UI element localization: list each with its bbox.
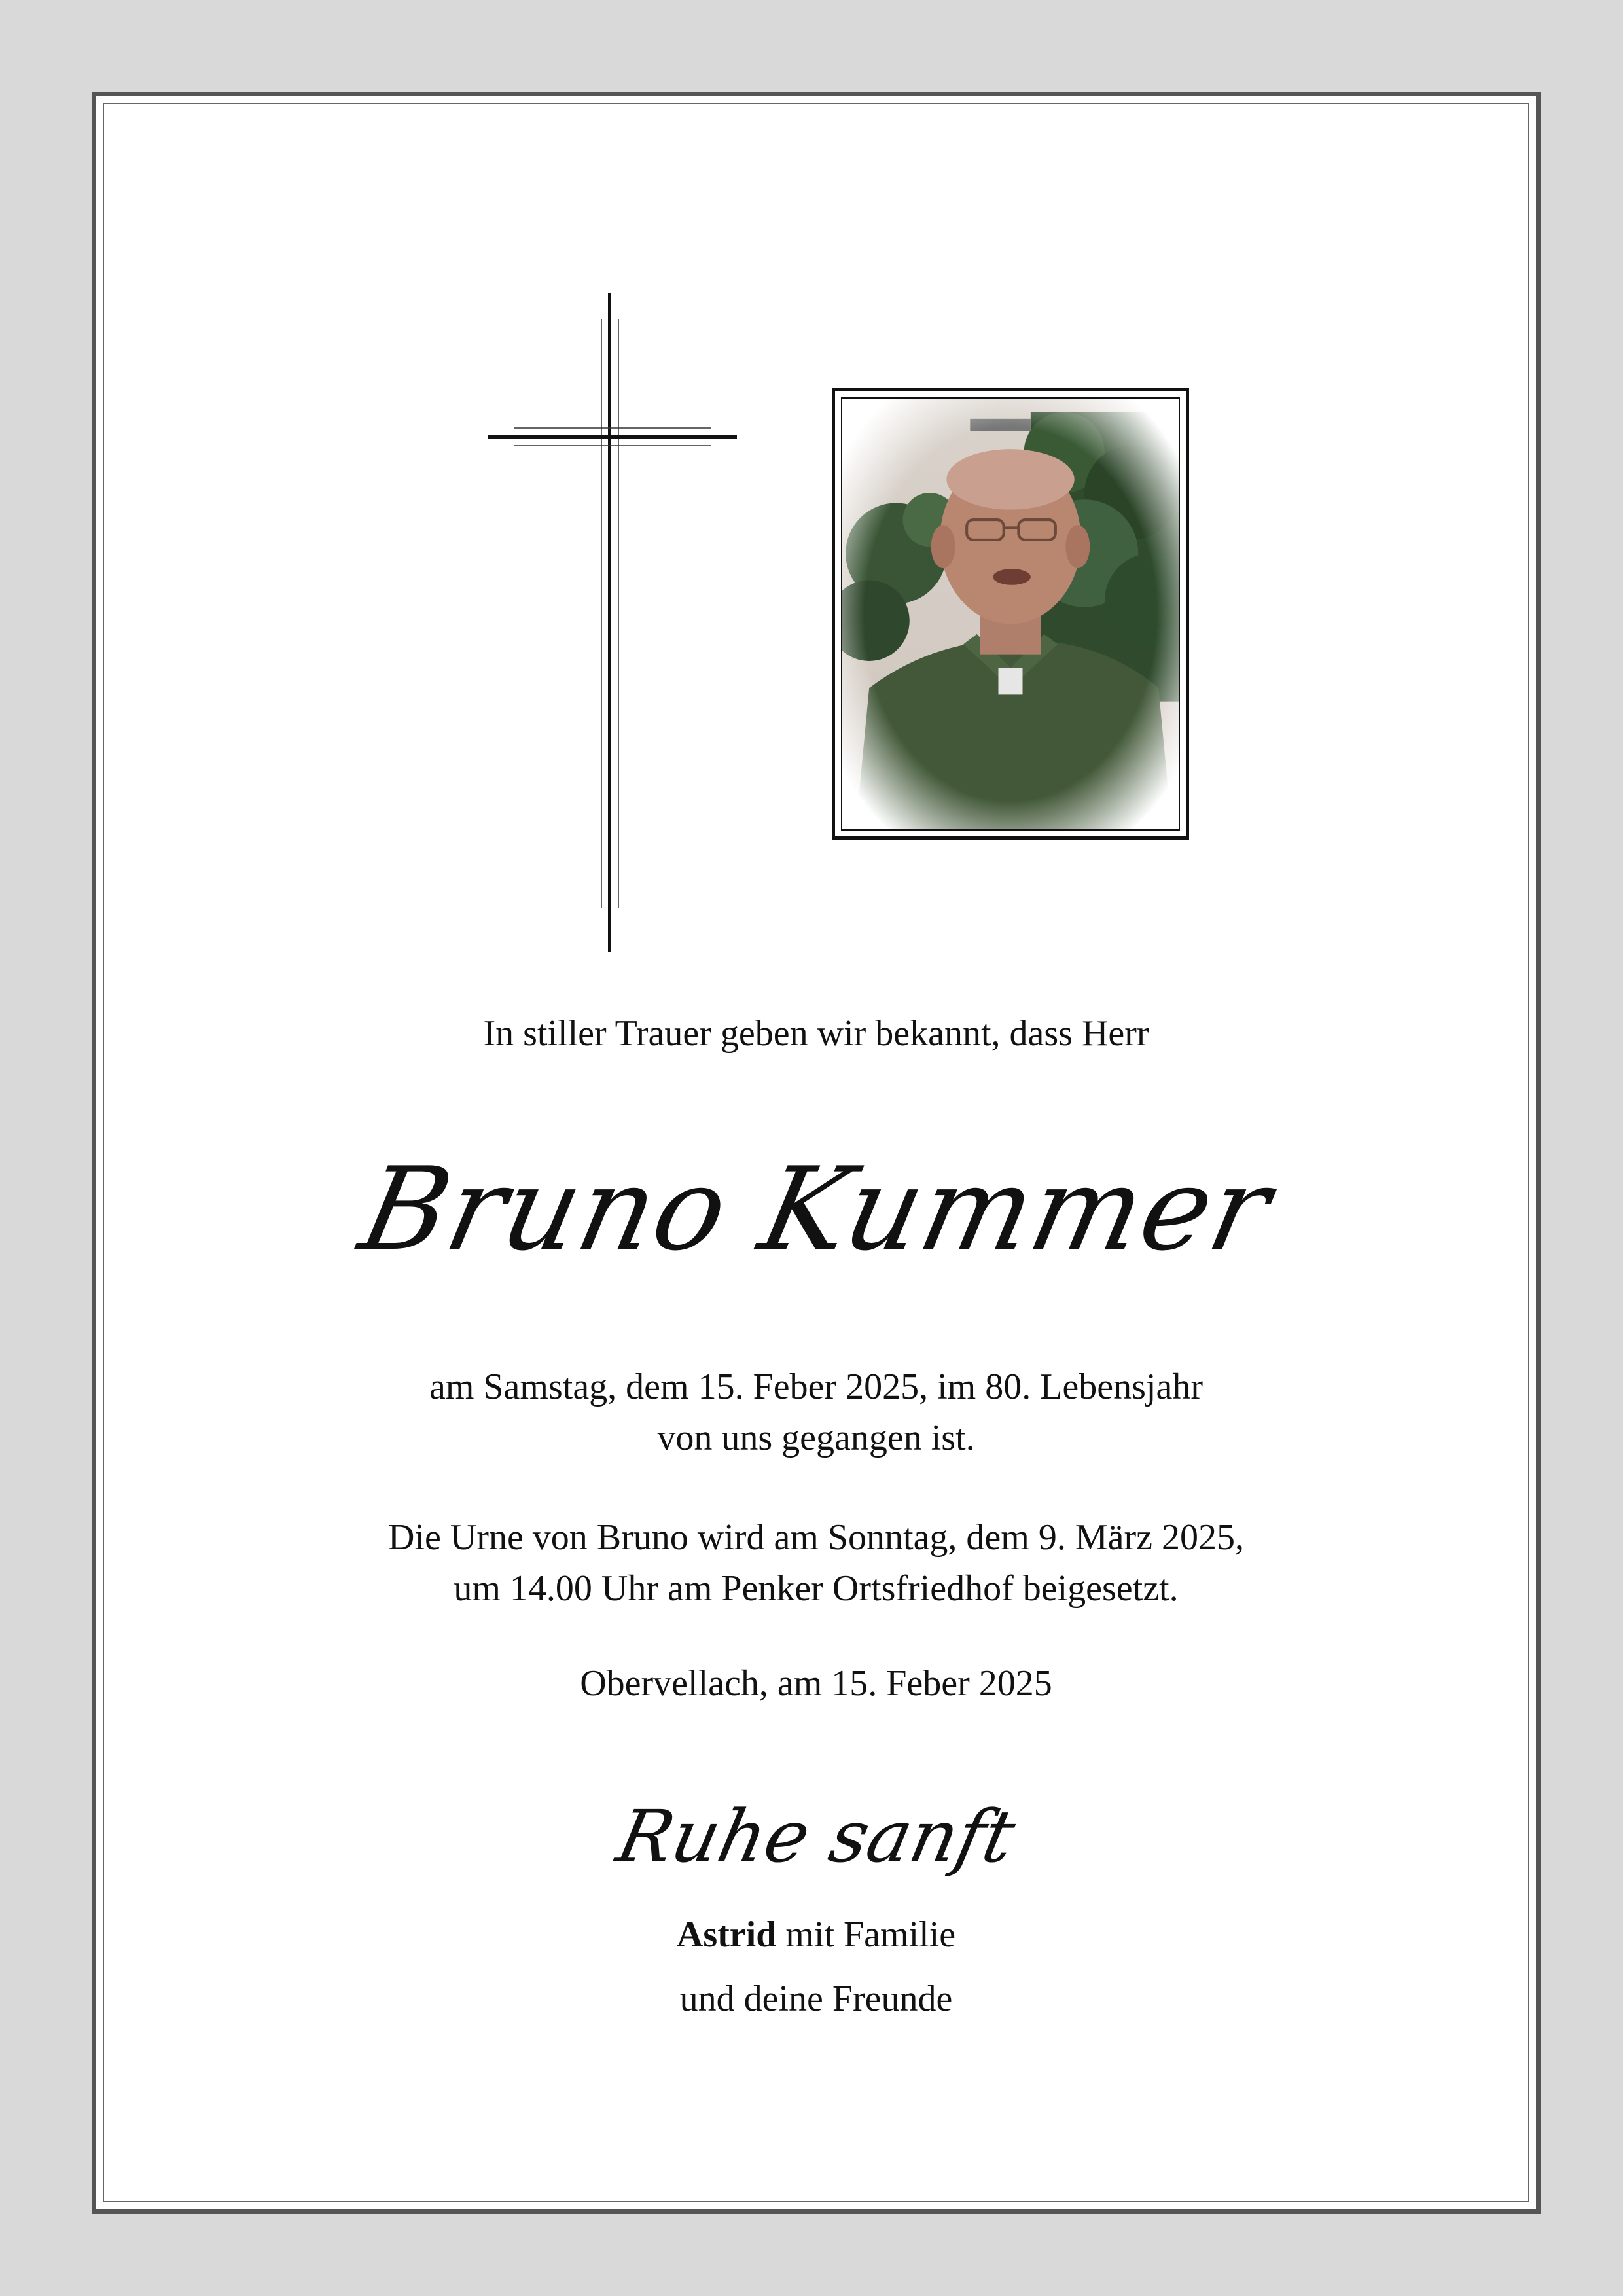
- obituary-card: [92, 92, 1541, 2214]
- place-date: Obervellach, am 15. Feber 2025: [580, 1663, 1052, 1704]
- intro-text: In stiller Trauer geben wir bekannt, dass Herr: [483, 1013, 1149, 1054]
- death-line-2: von uns gegangen ist.: [657, 1418, 975, 1458]
- burial-announcement: [96, 1512, 1536, 1614]
- deceased-name: Bruno Kummer: [349, 1143, 1283, 1276]
- death-announcement: [96, 1361, 1536, 1463]
- burial-line-2: um 14.00 Uhr am Penker Ortsfriedhof beigesetzt.: [454, 1568, 1179, 1609]
- mourners-friends: und deine Freunde: [679, 1979, 953, 2019]
- death-line-1: am Samstag, dem 15. Feber 2025, im 80. Lebensjahr: [429, 1367, 1203, 1407]
- family-rest: mit Familie: [776, 1914, 956, 1955]
- portrait-photo: [841, 397, 1180, 831]
- mourners-family: [96, 1914, 1536, 1956]
- burial-line-1: Die Urne von Bruno wird am Sonntag, dem 9. März 2025,: [388, 1517, 1244, 1558]
- family-name: Astrid: [676, 1914, 777, 1955]
- farewell-text: Ruhe sanft: [610, 1795, 1022, 1878]
- cross-icon: [488, 293, 737, 952]
- portrait-frame: [832, 388, 1189, 840]
